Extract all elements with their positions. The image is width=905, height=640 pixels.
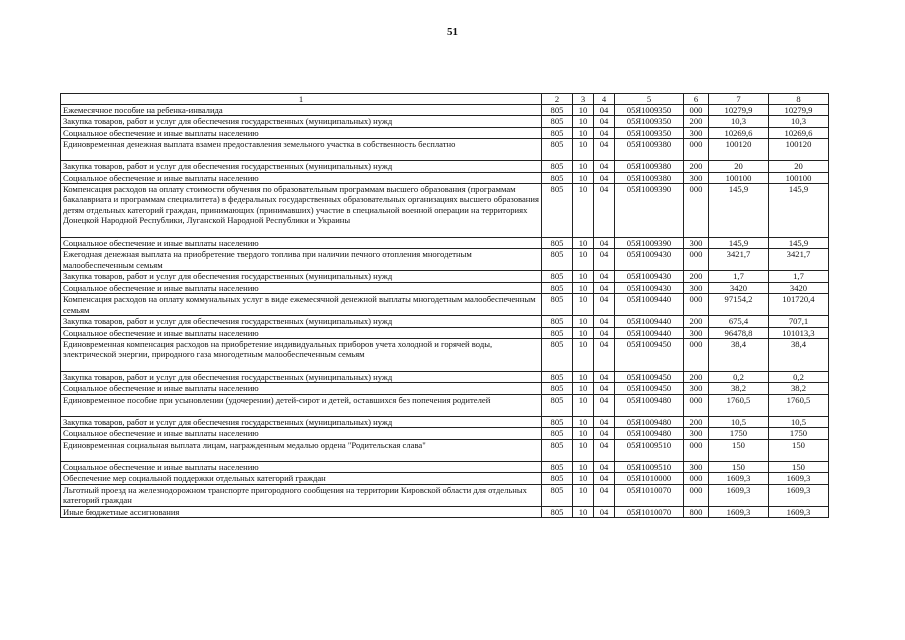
row-expense-type: 300 bbox=[684, 383, 709, 394]
row-subsection-2: 04 bbox=[594, 316, 615, 327]
table-row bbox=[61, 428, 829, 439]
row-section: 805 bbox=[542, 439, 573, 461]
table-row bbox=[61, 484, 829, 506]
row-subsection-2: 04 bbox=[594, 184, 615, 238]
column-header: 6 bbox=[684, 94, 709, 105]
row-subsection: 10 bbox=[573, 327, 594, 338]
row-subsection-2: 04 bbox=[594, 383, 615, 394]
table-row bbox=[61, 105, 829, 116]
row-subsection: 10 bbox=[573, 172, 594, 183]
row-expense-type: 200 bbox=[684, 372, 709, 383]
row-amount-2024: 1750 bbox=[709, 428, 769, 439]
row-amount-2025: 10,3 bbox=[769, 116, 829, 127]
row-subsection: 10 bbox=[573, 461, 594, 472]
row-subsection-2: 04 bbox=[594, 105, 615, 116]
row-expense-type: 300 bbox=[684, 127, 709, 138]
row-name: Социальное обеспечение и иные выплаты населению bbox=[61, 461, 542, 472]
row-subsection: 10 bbox=[573, 105, 594, 116]
row-amount-2024: 38,2 bbox=[709, 383, 769, 394]
table-row bbox=[61, 184, 829, 238]
row-amount-2025: 707,1 bbox=[769, 316, 829, 327]
row-expense-type: 000 bbox=[684, 294, 709, 316]
row-amount-2025: 145,9 bbox=[769, 184, 829, 238]
row-amount-2024: 3420 bbox=[709, 282, 769, 293]
row-amount-2025: 1609,3 bbox=[769, 506, 829, 517]
row-subsection-2: 04 bbox=[594, 484, 615, 506]
row-amount-2025: 150 bbox=[769, 439, 829, 461]
table-row bbox=[61, 473, 829, 484]
row-expense-type: 200 bbox=[684, 416, 709, 427]
row-subsection-2: 04 bbox=[594, 439, 615, 461]
row-amount-2024: 0,2 bbox=[709, 372, 769, 383]
row-name: Ежемесячное пособие на ребенка-инвалида bbox=[61, 105, 542, 116]
row-amount-2025: 10279,9 bbox=[769, 105, 829, 116]
row-section: 805 bbox=[542, 461, 573, 472]
row-section: 805 bbox=[542, 484, 573, 506]
row-amount-2025: 145,9 bbox=[769, 238, 829, 249]
row-section: 805 bbox=[542, 327, 573, 338]
row-amount-2025: 38,4 bbox=[769, 339, 829, 372]
column-header: 2 bbox=[542, 94, 573, 105]
row-target-article: 05Я1010070 bbox=[615, 484, 684, 506]
row-amount-2025: 0,2 bbox=[769, 372, 829, 383]
row-section: 805 bbox=[542, 116, 573, 127]
row-subsection: 10 bbox=[573, 161, 594, 172]
row-amount-2025: 10,5 bbox=[769, 416, 829, 427]
row-subsection-2: 04 bbox=[594, 428, 615, 439]
row-amount-2024: 150 bbox=[709, 439, 769, 461]
row-subsection: 10 bbox=[573, 249, 594, 271]
row-name: Обеспечение мер социальной поддержки отдельных категорий граждан bbox=[61, 473, 542, 484]
row-section: 805 bbox=[542, 139, 573, 161]
row-amount-2025: 1,7 bbox=[769, 271, 829, 282]
row-target-article: 05Я1009440 bbox=[615, 316, 684, 327]
row-subsection-2: 04 bbox=[594, 294, 615, 316]
row-subsection: 10 bbox=[573, 294, 594, 316]
row-section: 805 bbox=[542, 316, 573, 327]
row-amount-2024: 1609,3 bbox=[709, 484, 769, 506]
row-subsection: 10 bbox=[573, 473, 594, 484]
row-section: 805 bbox=[542, 184, 573, 238]
row-amount-2024: 10279,9 bbox=[709, 105, 769, 116]
row-amount-2024: 3421,7 bbox=[709, 249, 769, 271]
row-subsection: 10 bbox=[573, 271, 594, 282]
row-name: Закупка товаров, работ и услуг для обеспечения государственных (муниципальных) нужд bbox=[61, 416, 542, 427]
table-row bbox=[61, 172, 829, 183]
row-target-article: 05Я1009510 bbox=[615, 461, 684, 472]
row-subsection-2: 04 bbox=[594, 116, 615, 127]
row-section: 805 bbox=[542, 372, 573, 383]
row-target-article: 05Я1009350 bbox=[615, 116, 684, 127]
row-expense-type: 200 bbox=[684, 161, 709, 172]
row-section: 805 bbox=[542, 238, 573, 249]
row-name: Компенсация расходов на оплату коммунальных услуг в виде ежемесячной денежной выплаты многодетным малообеспеченным семьям bbox=[61, 294, 542, 316]
row-subsection-2: 04 bbox=[594, 238, 615, 249]
row-subsection-2: 04 bbox=[594, 161, 615, 172]
page-number: 51 bbox=[447, 26, 458, 38]
row-expense-type: 300 bbox=[684, 428, 709, 439]
row-amount-2024: 145,9 bbox=[709, 238, 769, 249]
table-row bbox=[61, 249, 829, 271]
row-name: Закупка товаров, работ и услуг для обеспечения государственных (муниципальных) нужд bbox=[61, 372, 542, 383]
column-header: 3 bbox=[573, 94, 594, 105]
row-name: Иные бюджетные ассигнования bbox=[61, 506, 542, 517]
row-section: 805 bbox=[542, 282, 573, 293]
row-name: Закупка товаров, работ и услуг для обеспечения государственных (муниципальных) нужд bbox=[61, 161, 542, 172]
table-row bbox=[61, 116, 829, 127]
row-amount-2024: 1609,3 bbox=[709, 506, 769, 517]
row-amount-2025: 20 bbox=[769, 161, 829, 172]
table-row bbox=[61, 327, 829, 338]
column-header: 7 bbox=[709, 94, 769, 105]
column-header: 4 bbox=[594, 94, 615, 105]
row-subsection-2: 04 bbox=[594, 339, 615, 372]
row-subsection-2: 04 bbox=[594, 271, 615, 282]
row-section: 805 bbox=[542, 271, 573, 282]
row-subsection: 10 bbox=[573, 416, 594, 427]
row-expense-type: 000 bbox=[684, 105, 709, 116]
row-expense-type: 000 bbox=[684, 339, 709, 372]
row-amount-2025: 1760,5 bbox=[769, 394, 829, 416]
row-amount-2024: 38,4 bbox=[709, 339, 769, 372]
table-row bbox=[61, 316, 829, 327]
row-subsection: 10 bbox=[573, 127, 594, 138]
row-section: 805 bbox=[542, 416, 573, 427]
table-row bbox=[61, 294, 829, 316]
row-expense-type: 000 bbox=[684, 184, 709, 238]
row-amount-2024: 1,7 bbox=[709, 271, 769, 282]
row-target-article: 05Я1009380 bbox=[615, 172, 684, 183]
row-amount-2025: 10269,6 bbox=[769, 127, 829, 138]
row-subsection: 10 bbox=[573, 184, 594, 238]
row-amount-2025: 100120 bbox=[769, 139, 829, 161]
table-row bbox=[61, 271, 829, 282]
row-target-article: 05Я1009390 bbox=[615, 238, 684, 249]
row-section: 805 bbox=[542, 294, 573, 316]
row-subsection-2: 04 bbox=[594, 506, 615, 517]
row-subsection: 10 bbox=[573, 139, 594, 161]
row-subsection-2: 04 bbox=[594, 139, 615, 161]
row-section: 805 bbox=[542, 161, 573, 172]
row-subsection-2: 04 bbox=[594, 282, 615, 293]
row-amount-2025: 38,2 bbox=[769, 383, 829, 394]
row-name: Закупка товаров, работ и услуг для обеспечения государственных (муниципальных) нужд bbox=[61, 316, 542, 327]
row-expense-type: 200 bbox=[684, 316, 709, 327]
row-section: 805 bbox=[542, 105, 573, 116]
table-row bbox=[61, 461, 829, 472]
row-name: Социальное обеспечение и иные выплаты населению bbox=[61, 428, 542, 439]
row-amount-2025: 101720,4 bbox=[769, 294, 829, 316]
row-amount-2024: 96478,8 bbox=[709, 327, 769, 338]
header-row bbox=[61, 94, 829, 105]
row-target-article: 05Я1009450 bbox=[615, 383, 684, 394]
row-subsection-2: 04 bbox=[594, 473, 615, 484]
row-subsection: 10 bbox=[573, 339, 594, 372]
row-amount-2024: 150 bbox=[709, 461, 769, 472]
row-amount-2024: 10269,6 bbox=[709, 127, 769, 138]
row-expense-type: 300 bbox=[684, 461, 709, 472]
row-subsection-2: 04 bbox=[594, 327, 615, 338]
row-amount-2024: 100100 bbox=[709, 172, 769, 183]
row-amount-2024: 10,5 bbox=[709, 416, 769, 427]
row-amount-2025: 150 bbox=[769, 461, 829, 472]
row-name: Социальное обеспечение и иные выплаты населению bbox=[61, 327, 542, 338]
row-subsection: 10 bbox=[573, 439, 594, 461]
row-name: Компенсация расходов на оплату стоимости обучения по образовательным программам высшего образования (программам бакалавриата и программам специалитета) в федеральных государственных образовательных организациях высшего образования детям отдельных категорий граждан, принимающих (принимавших) участие в специальной военной операции на территориях Донецкой Народной Республики, Луганской Народной Республики и Украины bbox=[61, 184, 542, 238]
row-name: Закупка товаров, работ и услуг для обеспечения государственных (муниципальных) нужд bbox=[61, 116, 542, 127]
row-target-article: 05Я1009510 bbox=[615, 439, 684, 461]
row-amount-2024: 1609,3 bbox=[709, 473, 769, 484]
row-name: Ежегодная денежная выплата на приобретение твердого топлива при наличии печного отопления многодетным малообеспеченным семьям bbox=[61, 249, 542, 271]
row-section: 805 bbox=[542, 339, 573, 372]
row-subsection: 10 bbox=[573, 428, 594, 439]
row-subsection: 10 bbox=[573, 394, 594, 416]
row-expense-type: 000 bbox=[684, 139, 709, 161]
row-expense-type: 000 bbox=[684, 484, 709, 506]
row-expense-type: 000 bbox=[684, 249, 709, 271]
row-amount-2024: 675,4 bbox=[709, 316, 769, 327]
table-row bbox=[61, 506, 829, 517]
row-name: Единовременное пособие при усыновлении (удочерении) детей-сирот и детей, оставшихся без попечения родителей bbox=[61, 394, 542, 416]
row-expense-type: 000 bbox=[684, 439, 709, 461]
row-subsection-2: 04 bbox=[594, 394, 615, 416]
row-expense-type: 200 bbox=[684, 116, 709, 127]
row-target-article: 05Я1009380 bbox=[615, 161, 684, 172]
table-row bbox=[61, 383, 829, 394]
row-amount-2025: 3420 bbox=[769, 282, 829, 293]
row-subsection: 10 bbox=[573, 116, 594, 127]
row-expense-type: 000 bbox=[684, 473, 709, 484]
row-subsection: 10 bbox=[573, 372, 594, 383]
row-subsection-2: 04 bbox=[594, 461, 615, 472]
row-name: Единовременная социальная выплата лицам, награжденным медалью ордена "Родительская слава" bbox=[61, 439, 542, 461]
row-subsection-2: 04 bbox=[594, 372, 615, 383]
row-section: 805 bbox=[542, 249, 573, 271]
row-subsection: 10 bbox=[573, 282, 594, 293]
row-expense-type: 300 bbox=[684, 172, 709, 183]
row-amount-2025: 1609,3 bbox=[769, 484, 829, 506]
row-target-article: 05Я1009440 bbox=[615, 294, 684, 316]
row-amount-2025: 3421,7 bbox=[769, 249, 829, 271]
row-target-article: 05Я1009480 bbox=[615, 416, 684, 427]
row-section: 805 bbox=[542, 506, 573, 517]
row-target-article: 05Я1009450 bbox=[615, 339, 684, 372]
row-subsection-2: 04 bbox=[594, 172, 615, 183]
row-amount-2025: 1750 bbox=[769, 428, 829, 439]
row-amount-2025: 100100 bbox=[769, 172, 829, 183]
table-row bbox=[61, 127, 829, 138]
row-amount-2024: 10,3 bbox=[709, 116, 769, 127]
row-expense-type: 200 bbox=[684, 271, 709, 282]
row-subsection: 10 bbox=[573, 238, 594, 249]
row-target-article: 05Я1009430 bbox=[615, 282, 684, 293]
row-name: Социальное обеспечение и иные выплаты населению bbox=[61, 238, 542, 249]
row-section: 805 bbox=[542, 127, 573, 138]
row-target-article: 05Я1009430 bbox=[615, 249, 684, 271]
row-section: 805 bbox=[542, 383, 573, 394]
row-expense-type: 300 bbox=[684, 238, 709, 249]
row-expense-type: 300 bbox=[684, 282, 709, 293]
row-section: 805 bbox=[542, 394, 573, 416]
row-name: Социальное обеспечение и иные выплаты населению bbox=[61, 127, 542, 138]
row-section: 805 bbox=[542, 473, 573, 484]
row-target-article: 05Я1009440 bbox=[615, 327, 684, 338]
table-row bbox=[61, 339, 829, 372]
row-amount-2024: 1760,5 bbox=[709, 394, 769, 416]
table-row bbox=[61, 394, 829, 416]
table-row bbox=[61, 372, 829, 383]
row-name: Социальное обеспечение и иные выплаты населению bbox=[61, 172, 542, 183]
row-target-article: 05Я1009430 bbox=[615, 271, 684, 282]
row-target-article: 05Я1010070 bbox=[615, 506, 684, 517]
table-row bbox=[61, 282, 829, 293]
table-row bbox=[61, 139, 829, 161]
row-subsection: 10 bbox=[573, 506, 594, 517]
row-target-article: 05Я1009390 bbox=[615, 184, 684, 238]
row-amount-2025: 1609,3 bbox=[769, 473, 829, 484]
row-name: Социальное обеспечение и иные выплаты населению bbox=[61, 383, 542, 394]
row-section: 805 bbox=[542, 172, 573, 183]
row-target-article: 05Я1009480 bbox=[615, 394, 684, 416]
row-target-article: 05Я1010000 bbox=[615, 473, 684, 484]
column-header: 1 bbox=[61, 94, 542, 105]
row-amount-2024: 100120 bbox=[709, 139, 769, 161]
row-amount-2024: 97154,2 bbox=[709, 294, 769, 316]
table-row bbox=[61, 161, 829, 172]
row-subsection-2: 04 bbox=[594, 127, 615, 138]
budget-table bbox=[60, 93, 829, 518]
row-section: 805 bbox=[542, 428, 573, 439]
row-amount-2025: 101013,3 bbox=[769, 327, 829, 338]
row-expense-type: 800 bbox=[684, 506, 709, 517]
row-target-article: 05Я1009350 bbox=[615, 105, 684, 116]
row-target-article: 05Я1009380 bbox=[615, 139, 684, 161]
table-row bbox=[61, 439, 829, 461]
row-subsection-2: 04 bbox=[594, 416, 615, 427]
row-expense-type: 000 bbox=[684, 394, 709, 416]
row-subsection-2: 04 bbox=[594, 249, 615, 271]
row-name: Льготный проезд на железнодорожном транспорте пригородного сообщения на территории Кировской области для отдельных категорий граждан bbox=[61, 484, 542, 506]
row-subsection: 10 bbox=[573, 316, 594, 327]
row-amount-2024: 20 bbox=[709, 161, 769, 172]
row-target-article: 05Я1009350 bbox=[615, 127, 684, 138]
row-subsection: 10 bbox=[573, 383, 594, 394]
row-target-article: 05Я1009480 bbox=[615, 428, 684, 439]
table-row bbox=[61, 416, 829, 427]
column-header: 8 bbox=[769, 94, 829, 105]
row-subsection: 10 bbox=[573, 484, 594, 506]
row-name: Социальное обеспечение и иные выплаты населению bbox=[61, 282, 542, 293]
column-header: 5 bbox=[615, 94, 684, 105]
table-row bbox=[61, 238, 829, 249]
row-expense-type: 300 bbox=[684, 327, 709, 338]
row-name: Единовременная денежная выплата взамен предоставления земельного участка в собственность бесплатно bbox=[61, 139, 542, 161]
row-target-article: 05Я1009450 bbox=[615, 372, 684, 383]
row-amount-2024: 145,9 bbox=[709, 184, 769, 238]
row-name: Единовременная компенсация расходов на приобретение индивидуальных приборов учета холодной и горячей воды, электрической энергии, природного газа многодетным малообеспеченным семьям bbox=[61, 339, 542, 372]
row-name: Закупка товаров, работ и услуг для обеспечения государственных (муниципальных) нужд bbox=[61, 271, 542, 282]
